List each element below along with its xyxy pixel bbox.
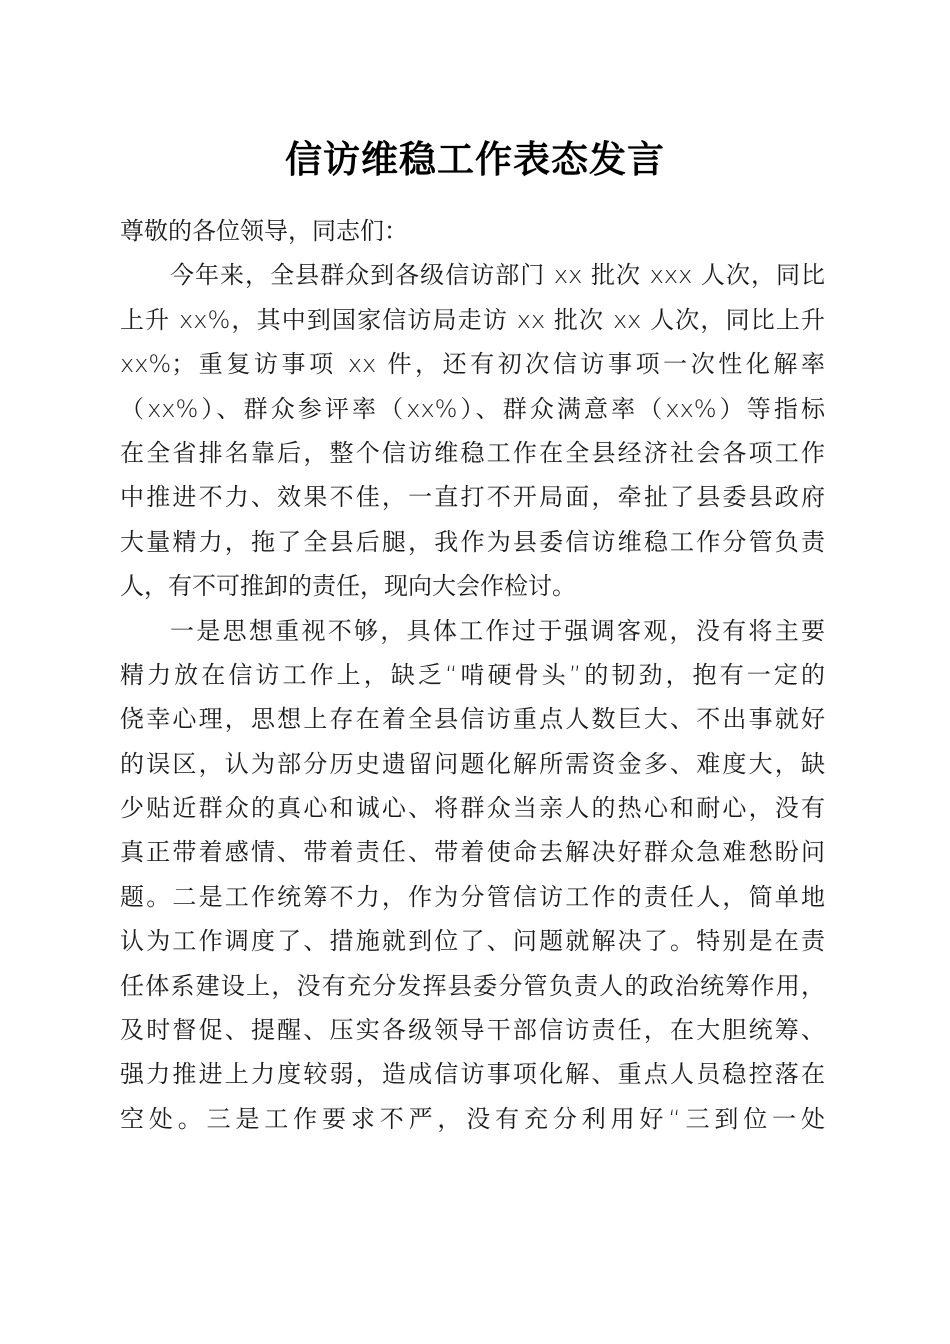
document-title: 信访维稳工作表态发言 (285, 137, 665, 181)
salutation: 尊敬的各位领导，同志们： (120, 217, 408, 245)
paragraph-line: 的误区，认为部分历史遗留问题化解所需资金多、难度大，缺 (120, 749, 825, 778)
paragraph-line: 精力放在信访工作上，缺乏“啃硬骨头”的韧劲，抱有一定的 (120, 660, 825, 689)
paragraph-line: 少贴近群众的真心和诚心、将群众当亲人的热心和耐心，没有 (120, 794, 825, 823)
paragraph-line: 空处。三是工作要求不严，没有充分利用好“三到位一处 (120, 1104, 825, 1133)
paragraph-line: 题。二是工作统筹不力，作为分管信访工作的责任人，简单地 (120, 882, 825, 911)
paragraph-line: 认为工作调度了、措施就到位了、问题就解决了。特别是在责 (120, 927, 825, 956)
paragraph-line: 大量精力，拖了全县后腿，我作为县委信访维稳工作分管负责 (120, 527, 825, 556)
paragraph-line: 侥幸心理，思想上存在着全县信访重点人数巨大、不出事就好 (120, 705, 825, 734)
paragraph-line: 在全省排名靠后，整个信访维稳工作在全县经济社会各项工作 (120, 438, 825, 467)
paragraph-line: （xx%）、群众参评率（xx%）、群众满意率（xx%）等指标 (120, 394, 825, 423)
paragraph-line: 真正带着感情、带着责任、带着使命去解决好群众急难愁盼问 (120, 838, 825, 867)
paragraph-line: xx%；重复访事项 xx 件，还有初次信访事项一次性化解率 (120, 350, 825, 379)
paragraph-line: 中推进不力、效果不佳，一直打不开局面，牵扯了县委县政府 (120, 483, 825, 512)
paragraph-line: 人，有不可推卸的责任，现向大会作检讨。 (120, 572, 576, 601)
paragraph-line: 强力推进上力度较弱，造成信访事项化解、重点人员稳控落在 (120, 1060, 825, 1089)
document-body (120, 209, 825, 1141)
paragraph-2 (120, 609, 825, 1142)
paragraph-line: 及时督促、提醒、压实各级领导干部信访责任，在大胆统筹、 (120, 1016, 825, 1045)
paragraph-1 (120, 253, 825, 608)
paragraph-line: 今年来，全县群众到各级信访部门 xx 批次 xxx 人次，同比 (170, 261, 825, 290)
paragraph-line: 任体系建设上，没有充分发挥县委分管负责人的政治统筹作用， (120, 971, 825, 1000)
paragraph-line: 一是思想重视不够，具体工作过于强调客观，没有将主要 (170, 616, 825, 645)
paragraph-line: 上升 xx%，其中到国家信访局走访 xx 批次 xx 人次，同比上升 (120, 305, 825, 334)
